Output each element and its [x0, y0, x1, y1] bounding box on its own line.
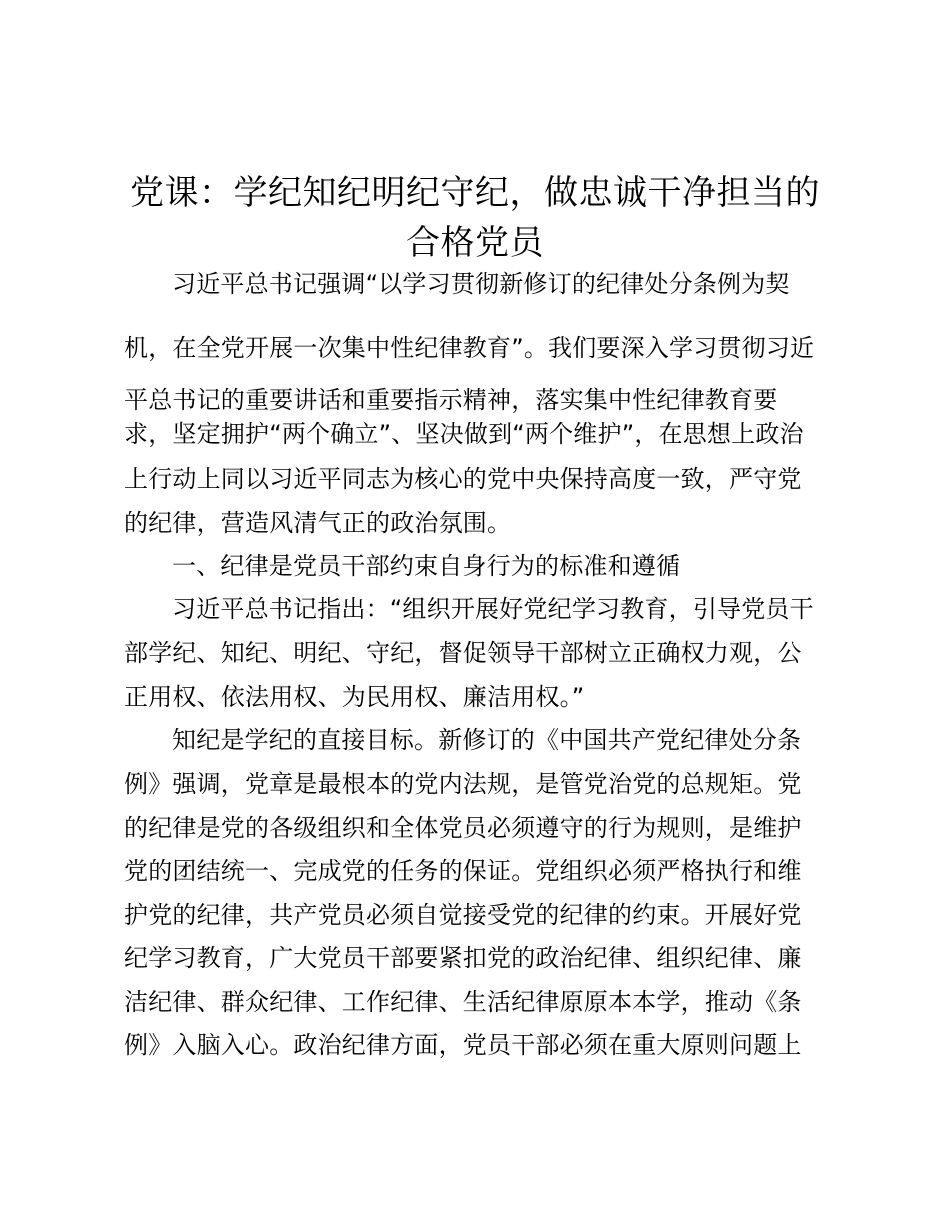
paragraph-3-line-7: 洁纪律、群众纪律、工作纪律、生活纪律原原本本学，推动《条 — [124, 988, 802, 1016]
paragraph-1-line-6: 的纪律，营造风清气正的政治氛围。 — [124, 509, 512, 537]
paragraph-3-line-1: 知纪是学纪的直接目标。新修订的《中国共产党纪律处分条 — [172, 726, 802, 754]
paragraph-2-line-2: 部学纪、知纪、明纪、守纪，督促领导干部树立正确权力观，公 — [124, 639, 802, 667]
paragraph-3-line-6: 纪学习教育，广大党员干部要紧扣党的政治纪律、组织纪律、廉 — [124, 944, 802, 972]
paragraph-3-line-5: 护党的纪律，共产党员必须自觉接受党的纪律的约束。开展好党 — [124, 901, 802, 929]
paragraph-3-line-3: 的纪律是党的各级组织和全体党员必须遵守的行为规则，是维护 — [124, 814, 802, 842]
paragraph-1-line-3: 平总书记的重要讲话和重要指示精神，落实集中性纪律教育要 — [124, 386, 778, 414]
paragraph-2-line-1: 习近平总书记指出：“组织开展好党纪学习教育，引导党员干 — [172, 595, 814, 623]
document-title — [120, 168, 830, 268]
paragraph-1-line-4: 求，坚定拥护“两个确立”、坚决做到“两个维护”，在思想上政治 — [124, 420, 804, 448]
paragraph-3-line-8: 例》入脑入心。政治纪律方面，党员干部必须在重大原则问题上 — [124, 1031, 802, 1059]
paragraph-1-line-5: 上行动上同以习近平同志为核心的党中央保持高度一致，严守党 — [124, 465, 802, 493]
title-line-2: 合格党员 — [406, 223, 544, 263]
paragraph-1-line-2: 机，在全党开展一次集中性纪律教育”。我们要深入学习贯彻习近 — [124, 334, 815, 362]
paragraph-2-line-3: 正用权、依法用权、为民用权、廉洁用权。” — [124, 683, 585, 711]
section-heading-1: 一、纪律是党员干部约束自身行为的标准和遵循 — [172, 552, 681, 580]
title-line-1: 党课：学纪知纪明纪守纪，做忠诚干净担当的 — [130, 173, 820, 213]
paragraph-1-line-1: 习近平总书记强调“以学习贯彻新修订的纪律处分条例为契 — [172, 270, 790, 298]
paragraph-3-line-4: 党的团结统一、完成党的任务的保证。党组织必须严格执行和维 — [124, 857, 802, 885]
paragraph-3-line-2: 例》强调，党章是最根本的党内法规，是管党治党的总规矩。党 — [124, 770, 802, 798]
